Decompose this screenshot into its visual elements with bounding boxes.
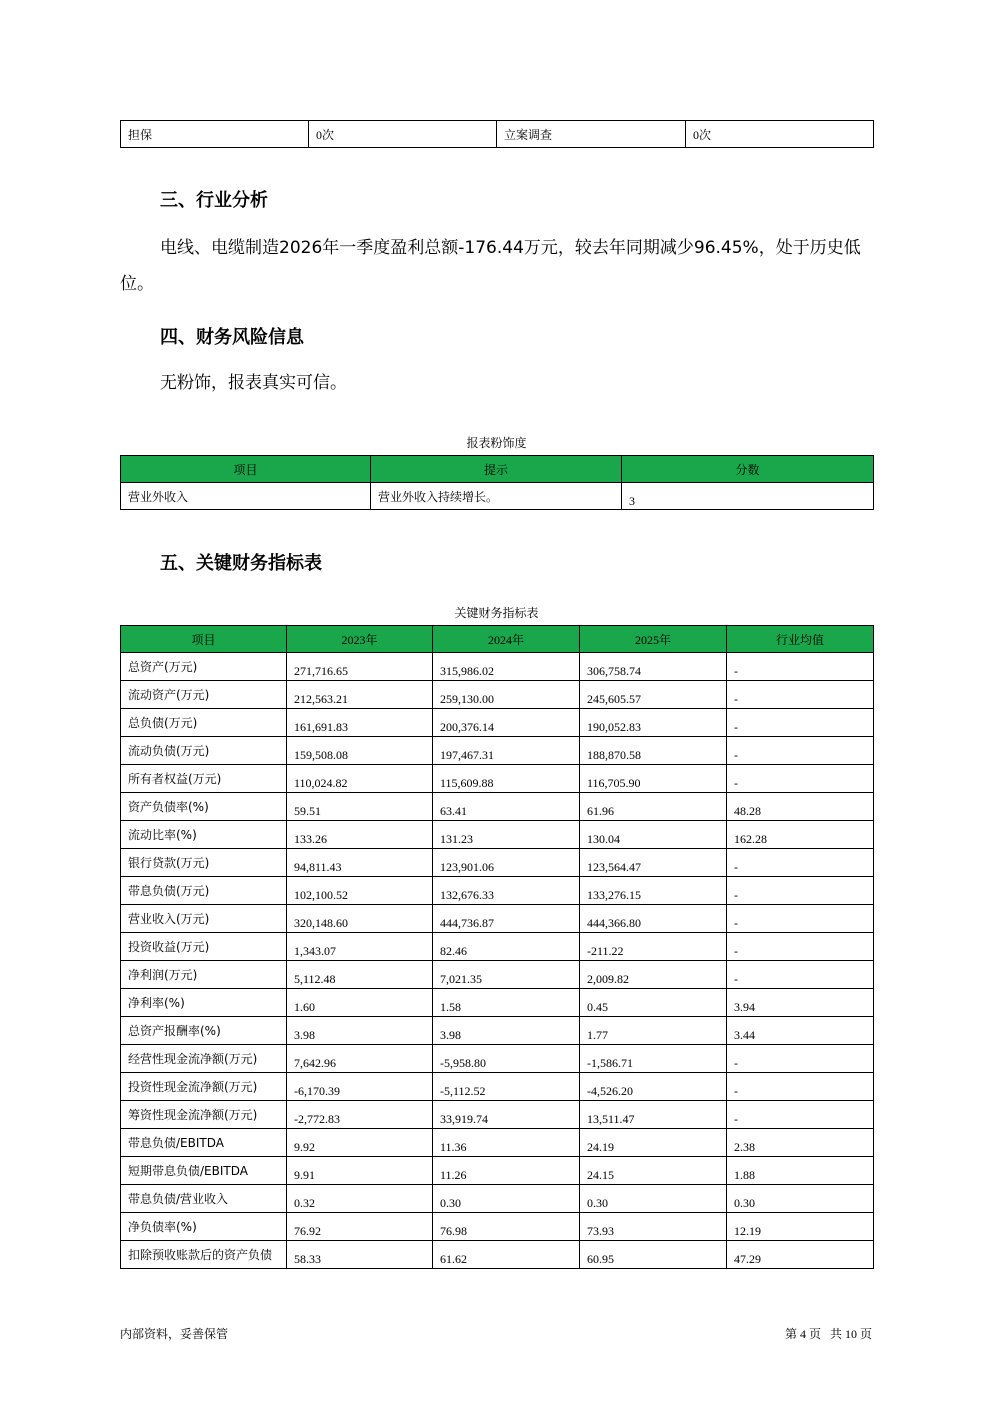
table-row [121,849,874,877]
table-cell: 0.45 [580,989,727,1017]
table-cell: 197,467.31 [433,737,580,765]
row-label: 总负债(万元) [121,709,287,737]
table-cell: 0.32 [287,1185,433,1213]
footer-confidential-note: 内部资料，妥善保管 [120,1327,229,1341]
table-cell: 60.95 [580,1241,727,1269]
table-row [121,1101,874,1129]
table-row [121,877,874,905]
row-label: 流动比率(%) [121,821,287,849]
table-cell: - [727,961,874,989]
table-row [121,681,874,709]
row-label: 投资性现金流净额(万元) [121,1073,287,1101]
row-label: 扣除预收账款后的资产负债 [121,1241,287,1269]
table-cell: 48.28 [727,793,874,821]
table-cell: - [727,765,874,793]
table-cell: - [727,737,874,765]
table-row [121,1157,874,1185]
column-header: 项目 [121,456,371,483]
table-cell: 营业外收入持续增长。 [371,483,622,510]
table-cell: 61.62 [433,1241,580,1269]
table-row [121,1241,874,1269]
table-cell: 3 [622,483,874,510]
table-row [121,905,874,933]
table-cell: 1,343.07 [287,933,433,961]
table-cell: - [727,1045,874,1073]
section-heading-risk: 四、财务风险信息 [160,327,304,348]
footer-page-number: 第 4 页 共 10 页 [784,1327,872,1341]
table-row [121,709,874,737]
table-cell: 13,511.47 [580,1101,727,1129]
table-cell: 123,901.06 [433,849,580,877]
table-cell: -4,526.20 [580,1073,727,1101]
table-cell: 212,563.21 [287,681,433,709]
row-label: 营业收入(万元) [121,905,287,933]
table-cell: - [727,1101,874,1129]
column-header: 2025年 [580,626,727,653]
table-cell: 188,870.58 [580,737,727,765]
row-label: 投资收益(万元) [121,933,287,961]
risk-paragraph: 无粉饰，报表真实可信。 [160,373,347,393]
table-cell: 132,676.33 [433,877,580,905]
table-cell: 营业外收入 [121,483,371,510]
table-row [121,1073,874,1101]
risk-table-caption: 报表粉饰度 [466,436,527,450]
table-cell: 1.77 [580,1017,727,1045]
table-cell: 58.33 [287,1241,433,1269]
row-label: 净负债率(%) [121,1213,287,1241]
table-cell: 82.46 [433,933,580,961]
indicator-table-caption: 关键财务指标表 [454,606,539,620]
table-cell: 76.98 [433,1213,580,1241]
table-cell: 11.36 [433,1129,580,1157]
guarantee-table [120,120,874,148]
table-cell: 162.28 [727,821,874,849]
table-cell: 190,052.83 [580,709,727,737]
table-cell: 130.04 [580,821,727,849]
table-cell: 73.93 [580,1213,727,1241]
table-cell: 担保 [121,121,309,148]
table-cell: 0.30 [433,1185,580,1213]
table-cell: 61.96 [580,793,727,821]
table-cell: 444,366.80 [580,905,727,933]
table-cell: 3.98 [433,1017,580,1045]
table-cell: 1.58 [433,989,580,1017]
column-header: 行业均值 [727,626,874,653]
column-header: 2023年 [287,626,433,653]
table-cell: 245,605.57 [580,681,727,709]
table-cell: 259,130.00 [433,681,580,709]
table-cell: - [727,709,874,737]
table-cell: 271,716.65 [287,653,433,681]
row-label: 资产负债率(%) [121,793,287,821]
table-cell: 0次 [686,121,874,148]
table-header-row [121,456,874,483]
table-cell: 133.26 [287,821,433,849]
table-row [121,737,874,765]
table-cell: 3.98 [287,1017,433,1045]
table-cell: 0次 [309,121,497,148]
row-label: 所有者权益(万元) [121,765,287,793]
table-cell: 立案调查 [497,121,686,148]
table-cell: 0.30 [727,1185,874,1213]
row-label: 短期带息负债/EBITDA [121,1157,287,1185]
table-cell: 12.19 [727,1213,874,1241]
column-header: 项目 [121,626,287,653]
table-cell: 11.26 [433,1157,580,1185]
row-label: 流动负债(万元) [121,737,287,765]
table-header-row [121,626,874,653]
table-cell: 94,811.43 [287,849,433,877]
table-cell: 3.44 [727,1017,874,1045]
table-row [121,1213,874,1241]
section-heading-indicators: 五、关键财务指标表 [160,553,322,574]
table-cell: 7,642.96 [287,1045,433,1073]
row-label: 总资产报酬率(%) [121,1017,287,1045]
risk-table [120,455,874,510]
industry-paragraph-line1: 电线、电缆制造2026年一季度盈利总额-176.44万元，较去年同期减少96.45%，处于历史低 [160,238,861,258]
row-label: 银行贷款(万元) [121,849,287,877]
column-header: 分数 [622,456,874,483]
table-cell: 63.41 [433,793,580,821]
table-cell: 47.29 [727,1241,874,1269]
table-cell: -1,586.71 [580,1045,727,1073]
table-cell: 131.23 [433,821,580,849]
table-cell: 5,112.48 [287,961,433,989]
table-row [121,121,874,148]
table-cell: 59.51 [287,793,433,821]
table-cell: 315,986.02 [433,653,580,681]
table-cell: 9.92 [287,1129,433,1157]
row-label: 经营性现金流净额(万元) [121,1045,287,1073]
table-cell: - [727,849,874,877]
table-cell: 320,148.60 [287,905,433,933]
table-cell: 161,691.83 [287,709,433,737]
table-cell: 7,021.35 [433,961,580,989]
table-cell: 9.91 [287,1157,433,1185]
table-row [121,1017,874,1045]
table-cell: 0.30 [580,1185,727,1213]
table-cell: 116,705.90 [580,765,727,793]
row-label: 净利润(万元) [121,961,287,989]
table-cell: 102,100.52 [287,877,433,905]
table-cell: 444,736.87 [433,905,580,933]
row-label: 带息负债(万元) [121,877,287,905]
table-row [121,1129,874,1157]
row-label: 总资产(万元) [121,653,287,681]
table-cell: - [727,933,874,961]
table-row [121,653,874,681]
table-cell: 133,276.15 [580,877,727,905]
table-row [121,793,874,821]
table-row [121,1185,874,1213]
table-cell: -5,958.80 [433,1045,580,1073]
column-header: 2024年 [433,626,580,653]
table-cell: - [727,1073,874,1101]
table-cell: 110,024.82 [287,765,433,793]
column-header: 提示 [371,456,622,483]
table-cell: -2,772.83 [287,1101,433,1129]
table-cell: -5,112.52 [433,1073,580,1101]
table-cell: - [727,877,874,905]
table-cell: 200,376.14 [433,709,580,737]
row-label: 带息负债/营业收入 [121,1185,287,1213]
table-row [121,1045,874,1073]
table-row [121,483,874,510]
table-cell: 115,609.88 [433,765,580,793]
table-row [121,961,874,989]
table-cell: 1.88 [727,1157,874,1185]
table-cell: - [727,681,874,709]
table-cell: 2.38 [727,1129,874,1157]
row-label: 筹资性现金流净额(万元) [121,1101,287,1129]
table-cell: 24.15 [580,1157,727,1185]
industry-paragraph-line2: 位。 [120,274,154,294]
table-cell: 2,009.82 [580,961,727,989]
indicator-table [120,625,874,1269]
table-cell: 159,508.08 [287,737,433,765]
table-cell: 76.92 [287,1213,433,1241]
table-cell: 24.19 [580,1129,727,1157]
table-row [121,933,874,961]
table-cell: -6,170.39 [287,1073,433,1101]
row-label: 净利率(%) [121,989,287,1017]
table-cell: - [727,905,874,933]
table-row [121,989,874,1017]
table-cell: 306,758.74 [580,653,727,681]
table-row [121,821,874,849]
table-cell: 123,564.47 [580,849,727,877]
table-cell: - [727,653,874,681]
section-heading-industry: 三、行业分析 [160,190,268,211]
table-cell: 3.94 [727,989,874,1017]
table-cell: 33,919.74 [433,1101,580,1129]
table-row [121,765,874,793]
row-label: 流动资产(万元) [121,681,287,709]
row-label: 带息负债/EBITDA [121,1129,287,1157]
table-cell: -211.22 [580,933,727,961]
table-cell: 1.60 [287,989,433,1017]
